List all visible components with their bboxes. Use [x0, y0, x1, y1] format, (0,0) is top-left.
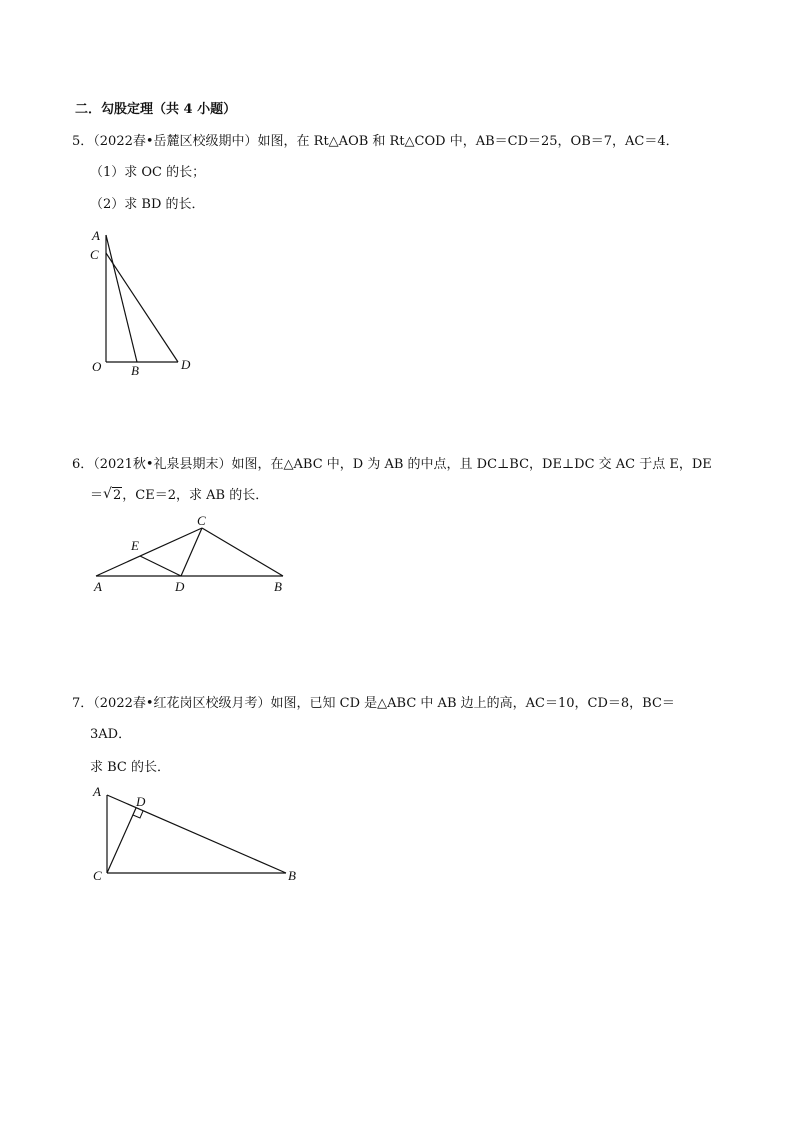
label-A: A	[92, 228, 100, 243]
problem-5-number: 5．	[72, 134, 94, 149]
problem-7-stem-line-2: 3AD．	[90, 727, 132, 742]
problem-6-text: （2021秋•礼泉县期末）如图，在△ABC 中，D 为 AB 的中点，且 DC⊥BC，DE⊥DC 交 AC 于点 E，DE	[93, 457, 712, 472]
problem-5-text: （2022春•岳麓区校级期中）如图，在 Rt△AOB 和 Rt△COD 中，AB＝CD＝25，OB＝7，AC＝4．	[93, 134, 679, 149]
problem-5-question-2: （2）求 BD 的长．	[90, 197, 205, 212]
label-D: D	[136, 794, 146, 809]
label-B: B	[274, 579, 282, 594]
label-A: A	[94, 579, 102, 594]
label-D: D	[181, 357, 191, 372]
segment-CD	[107, 808, 136, 873]
segment-AB	[107, 795, 286, 873]
label-B: B	[288, 868, 296, 883]
problem-6-number: 6．	[72, 457, 94, 472]
label-C: C	[90, 247, 99, 262]
label-A: A	[93, 784, 101, 799]
label-C: C	[93, 868, 102, 883]
sqrt-icon: √	[103, 486, 112, 502]
label-C: C	[197, 513, 206, 528]
label-O: O	[92, 359, 102, 374]
problem-7-question: 求 BC 的长．	[90, 760, 171, 775]
label-B: B	[131, 363, 139, 378]
label-D: D	[175, 579, 185, 594]
sqrt-radicand: 2	[113, 488, 122, 503]
problem-7-number: 7．	[72, 696, 94, 711]
problem-5-question-1: （1）求 OC 的长；	[90, 165, 206, 180]
problem-7-text: （2022春•红花岗区校级月考）如图，已知 CD 是△ABC 中 AB 边上的高，AC＝10，CD＝8，BC＝	[93, 696, 675, 711]
section-title: 二．勾股定理（共 4 小题）	[75, 102, 237, 117]
problem-6-text-tail: ，CE＝2，求 AB 的长．	[122, 488, 269, 503]
equals-sign: ＝	[90, 488, 104, 503]
label-E: E	[131, 538, 139, 553]
